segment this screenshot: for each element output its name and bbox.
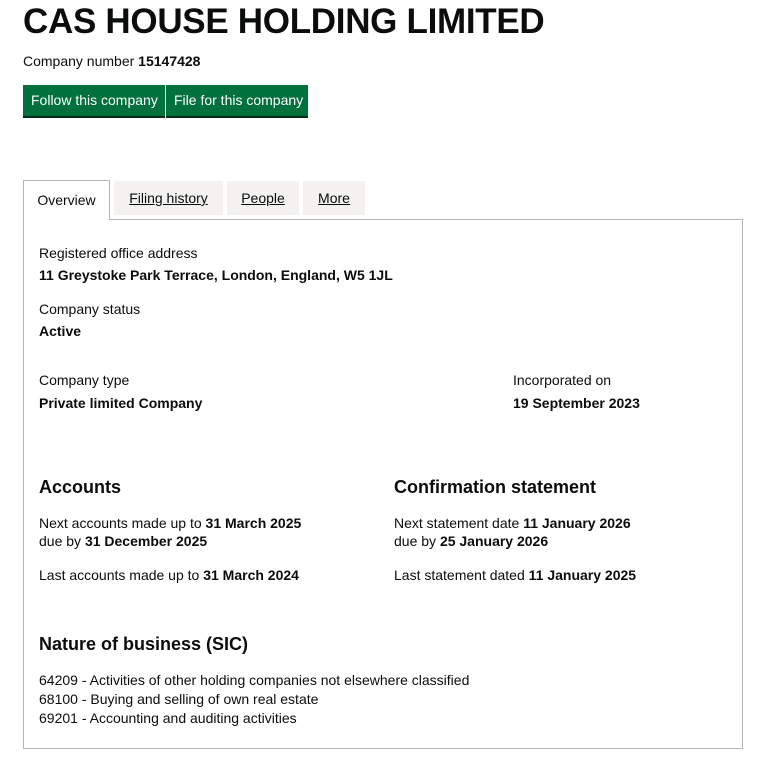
statement-due-label: due by: [394, 533, 437, 549]
next-accounts-line: [39, 514, 301, 532]
confirmation-heading: Confirmation statement: [394, 477, 597, 497]
accounts-due-label: due by: [39, 533, 82, 549]
statement-due-line: [394, 532, 548, 550]
last-accounts-line: [39, 566, 299, 584]
company-name: CAS HOUSE HOLDING LIMITED: [23, 2, 545, 41]
company-type-value: Private limited Company: [39, 395, 203, 411]
accounts-due-line: [39, 532, 207, 550]
accounts-due-value: 31 December 2025: [84, 533, 208, 549]
tab-people[interactable]: People: [227, 181, 299, 215]
last-accounts-value: 31 March 2024: [203, 567, 299, 583]
company-status-value: Active: [39, 323, 82, 339]
incorporated-on-label: Incorporated on: [513, 372, 612, 388]
company-type-label: Company type: [39, 372, 130, 388]
file-for-company-button[interactable]: File for this company: [166, 85, 308, 116]
sic-heading: Nature of business (SIC): [39, 634, 249, 654]
incorporated-on-value: 19 September 2023: [513, 395, 640, 411]
company-number: [23, 52, 200, 70]
last-accounts-label: Last accounts made up to: [39, 567, 200, 583]
overview-panel: [23, 219, 743, 749]
company-number-label: Company number: [23, 53, 135, 69]
accounts-heading: Accounts: [39, 477, 122, 497]
follow-company-button[interactable]: Follow this company: [23, 85, 165, 116]
last-statement-line: [394, 566, 636, 584]
registered-office-label: Registered office address: [39, 245, 198, 261]
statement-due-value: 25 January 2026: [439, 533, 549, 549]
company-status-label: Company status: [39, 301, 141, 317]
next-statement-line: [394, 514, 631, 532]
sic-item: 69201 - Accounting and auditing activities: [39, 710, 297, 726]
tab-overview[interactable]: Overview: [23, 180, 110, 220]
tab-filing-history[interactable]: Filing history: [114, 181, 223, 215]
sic-item: 68100 - Buying and selling of own real estate: [39, 691, 319, 707]
company-number-value: 15147428: [138, 53, 201, 69]
sic-item: 64209 - Activities of other holding companies not elsewhere classified: [39, 672, 470, 688]
registered-office-value: 11 Greystoke Park Terrace, London, England, W5 1JL: [39, 267, 393, 283]
next-statement-label: Next statement date: [394, 515, 520, 531]
next-statement-value: 11 January 2026: [523, 515, 631, 531]
last-statement-value: 11 January 2025: [528, 567, 637, 583]
tab-more[interactable]: More: [303, 181, 365, 215]
last-statement-label: Last statement dated: [394, 567, 525, 583]
next-accounts-value: 31 March 2025: [205, 515, 302, 531]
next-accounts-label: Next accounts made up to: [39, 515, 202, 531]
